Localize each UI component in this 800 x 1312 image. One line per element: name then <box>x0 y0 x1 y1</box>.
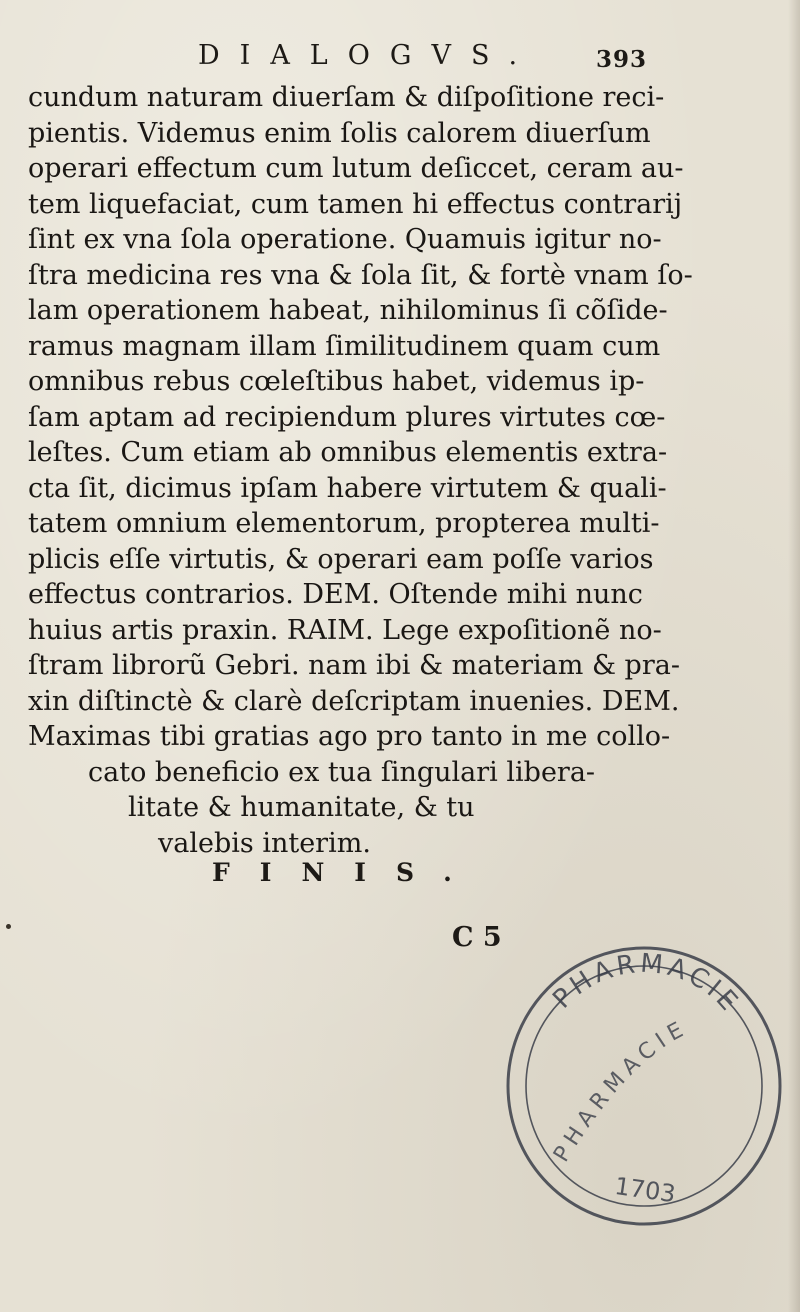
text-line: ſtra medicina res vna & ſola ſit, & fortè vnam ſo- <box>28 259 693 291</box>
text-line: Maximas tibi gratias ago pro tanto in me collo- <box>28 721 671 752</box>
page-number: 393 <box>596 46 648 73</box>
stamp-outer-text: PHARMACIE <box>547 948 746 1020</box>
text-line: leſtes. Cum etiam ab omnibus elementis extra- <box>28 437 668 468</box>
stamp-date: 1703 <box>612 1171 678 1209</box>
text-line: ſtram librorũ Gebri. nam ibi & materiam & pra- <box>28 650 680 681</box>
text-line: effectus contrarios. DEM. Oſtende mihi nunc <box>28 579 643 610</box>
text-line: omnibus rebus cœleſtibus habet, videmus ip- <box>28 366 645 397</box>
text-line: tem liquefaciat, cum tamen hi effectus contrarij <box>28 188 683 220</box>
text-line: pientis. Videmus enim ſolis calorem diuerſum <box>28 117 651 149</box>
stamp-inner-text: PHARMACIE <box>549 1015 693 1167</box>
text-line: ramus magnam illam ſimilitudinem quam cum <box>28 330 661 362</box>
text-line: cundum naturam diuerſam & diſpoſitione reci- <box>28 82 665 113</box>
library-stamp <box>494 936 790 1238</box>
text-line: operari effectum cum lutum deſiccet, ceram au- <box>28 153 684 184</box>
signature-mark: C 5 <box>452 922 502 953</box>
svg-text:PHARMACIE <box>549 1015 693 1166</box>
text-line: tatem omnium elementorum, propterea multi- <box>28 508 660 539</box>
body-text <box>28 80 693 861</box>
text-line: plicis eſſe virtutis, & operari eam poſſe varios <box>28 543 654 575</box>
finis-heading: FINIS. <box>212 858 482 887</box>
text-line: lam operationem habeat, nihilominus ſi cõſide- <box>28 295 668 326</box>
text-line: huius artis praxin. RAIM. Lege expoſitionẽ no- <box>28 614 662 646</box>
text-line: cta ſit, dicimus ipſam habere virtutem & quali- <box>28 472 667 504</box>
text-line: valebis interim. <box>158 827 371 859</box>
text-line: xin diſtinctè & clarè deſcriptam inuenies. DEM. <box>28 685 680 717</box>
text-line: litate & humanitate, & tu <box>128 792 475 823</box>
svg-text:PHARMACIE <box>547 949 745 1020</box>
page-header <box>198 40 678 84</box>
text-line: ſam aptam ad recipiendum plures virtutes cœ- <box>28 401 666 433</box>
ink-speck <box>6 924 11 929</box>
text-line: ſint ex vna ſola operatione. Quamuis igitur no- <box>28 224 662 255</box>
text-line: cato beneficio ex tua ſingulari libera- <box>88 756 596 788</box>
running-head: DIALOGVS. <box>198 40 538 71</box>
